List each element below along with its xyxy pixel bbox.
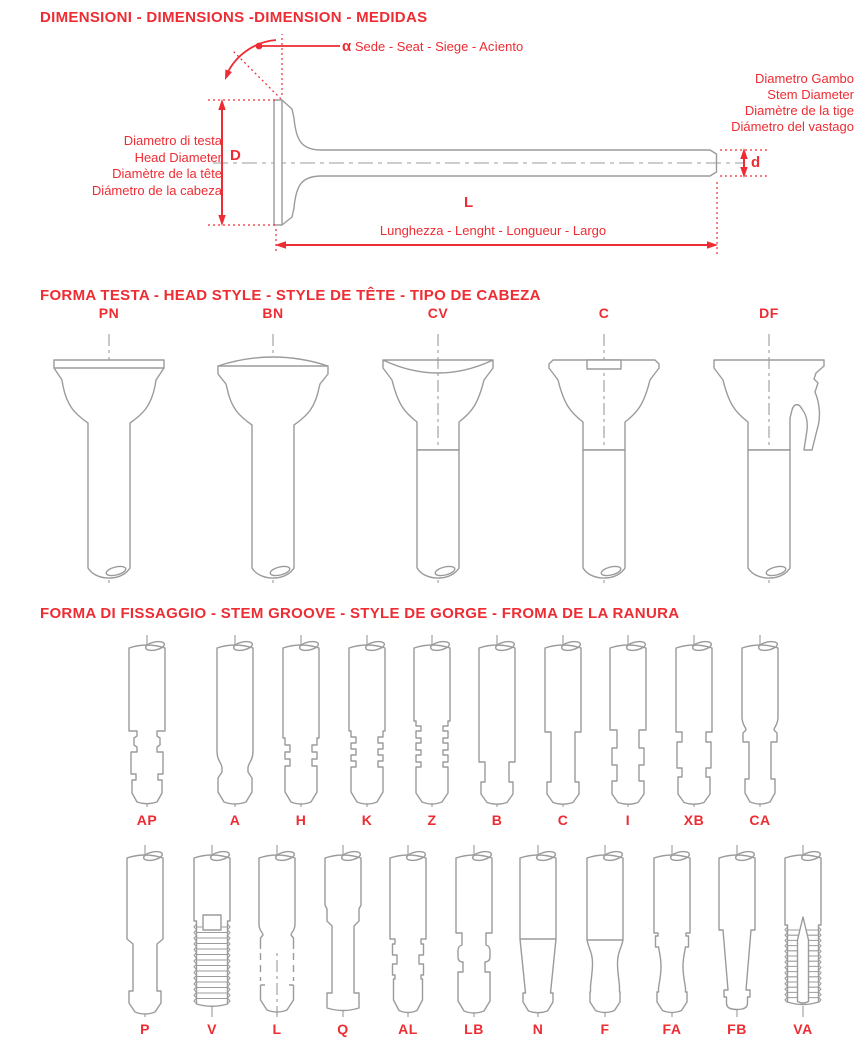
head-diameter-annotation	[92, 133, 222, 199]
annotation-line: Head Diameter	[134, 149, 222, 165]
stem-groove-label-z: Z	[427, 812, 437, 828]
annotation-line: Diámetro de la cabeza	[91, 182, 222, 198]
head-diameter-arrowhead-bottom	[218, 215, 225, 226]
stem-groove-figure-al	[390, 845, 426, 1017]
length-arrowhead-left	[275, 241, 286, 249]
stem-groove-row1-drawings	[0, 632, 860, 810]
head-style-drawings	[0, 322, 860, 606]
stem-groove-figure-l	[259, 845, 295, 1017]
stem-groove-figure-fa	[654, 845, 690, 1017]
head-style-figure-c	[549, 334, 659, 584]
stem-groove-figure-n	[520, 845, 556, 1017]
annotation-line: Diamètre de la tête	[112, 166, 222, 181]
stem-groove-label-v: V	[207, 1021, 217, 1037]
seat-angle-arrowhead	[225, 69, 232, 80]
stem-groove-figure-b	[479, 635, 515, 807]
head-style-figure-df	[714, 334, 824, 584]
stem-groove-figure-a	[217, 635, 253, 807]
head-style-label-pn: PN	[98, 305, 120, 321]
stem-groove-label-va: VA	[793, 1021, 813, 1037]
annotation-line: Diametro Gambo	[755, 71, 854, 86]
stem-groove-figure-lb	[456, 845, 492, 1017]
stem-groove-figure-f	[587, 845, 623, 1017]
stem-groove-figure-va	[785, 845, 821, 1017]
annotation-line: Diametro di testa	[123, 133, 222, 148]
head-style-label-bn: BN	[262, 305, 284, 321]
stem-groove-label-al: AL	[398, 1021, 418, 1037]
seat-annotation	[342, 39, 523, 55]
stem-groove-figure-ca	[742, 635, 778, 807]
stem-groove-label-ca: CA	[749, 812, 771, 828]
stem-groove-figure-ap	[129, 635, 165, 807]
stem-groove-label-k: K	[361, 812, 373, 828]
head-style-figure-cv	[383, 334, 493, 584]
stem-groove-label-lb: LB	[464, 1021, 484, 1037]
stem-groove-title: FORMA DI FISSAGGIO - STEM GROOVE - STYLE DE GORGE - FROMA DE LA RANURA	[40, 605, 680, 622]
head-style-figure-pn	[54, 334, 164, 584]
head-diameter-arrowhead-top	[218, 99, 225, 110]
dimensions-title: DIMENSIONI - DIMENSIONS -DIMENSION - MEDIDAS	[40, 9, 428, 26]
valve-head-face	[274, 100, 282, 225]
stem-groove-label-b: B	[491, 812, 503, 828]
stem-groove-label-fb: FB	[727, 1021, 747, 1037]
stem-groove-label-h: H	[295, 812, 307, 828]
head-style-label-cv: CV	[427, 305, 449, 321]
length-label: Lunghezza - Lenght - Longueur - Largo	[379, 223, 607, 238]
stem-groove-figure-q	[325, 845, 361, 1017]
stem-groove-figure-c	[545, 635, 581, 807]
stem-groove-label-l: L	[272, 1021, 282, 1037]
stem-groove-label-p: P	[140, 1021, 150, 1037]
annotation-line: Stem Diameter	[767, 87, 854, 102]
stem-groove-figure-z	[414, 635, 450, 807]
stem-groove-label-fa: FA	[662, 1021, 682, 1037]
head-style-figure-bn	[218, 334, 328, 584]
alpha-symbol: α	[342, 38, 352, 55]
stem-groove-label-f: F	[600, 1021, 610, 1037]
stem-groove-figure-k	[349, 635, 385, 807]
length-extension-lines	[276, 182, 717, 254]
stem-groove-row2-drawings	[0, 842, 860, 1020]
dim-letter-L: L	[464, 194, 474, 211]
stem-groove-label-xb: XB	[683, 812, 705, 828]
stem-groove-label-q: Q	[337, 1021, 349, 1037]
stem-groove-figure-xb	[676, 635, 712, 807]
length-arrowhead-right	[707, 241, 718, 249]
seat-label: Sede - Seat - Siege - Acìento	[354, 39, 524, 54]
stem-groove-label-a: A	[229, 812, 241, 828]
head-style-title: FORMA TESTA - HEAD STYLE - STYLE DE TÊTE - TIPO DE CABEZA	[40, 287, 541, 304]
annotation-line: Diamètre de la tige	[744, 103, 854, 118]
stem-groove-figure-i	[610, 635, 646, 807]
head-style-label-df: DF	[759, 305, 779, 321]
stem-groove-label-i: I	[625, 812, 631, 828]
stem-groove-figure-p	[127, 845, 163, 1017]
stem-diameter-annotation	[731, 71, 854, 135]
dim-letter-d: d	[751, 154, 761, 171]
stem-groove-figure-v	[194, 845, 230, 1017]
head-style-label-c: C	[598, 305, 610, 321]
dim-letter-D: D	[230, 147, 241, 164]
stem-groove-figure-fb	[719, 845, 755, 1017]
stem-groove-label-n: N	[532, 1021, 544, 1037]
annotation-line: Diámetro del vastago	[731, 119, 854, 134]
stem-groove-label-ap: AP	[136, 812, 158, 828]
stem-groove-label-c: C	[557, 812, 569, 828]
stem-groove-figure-h	[283, 635, 319, 807]
